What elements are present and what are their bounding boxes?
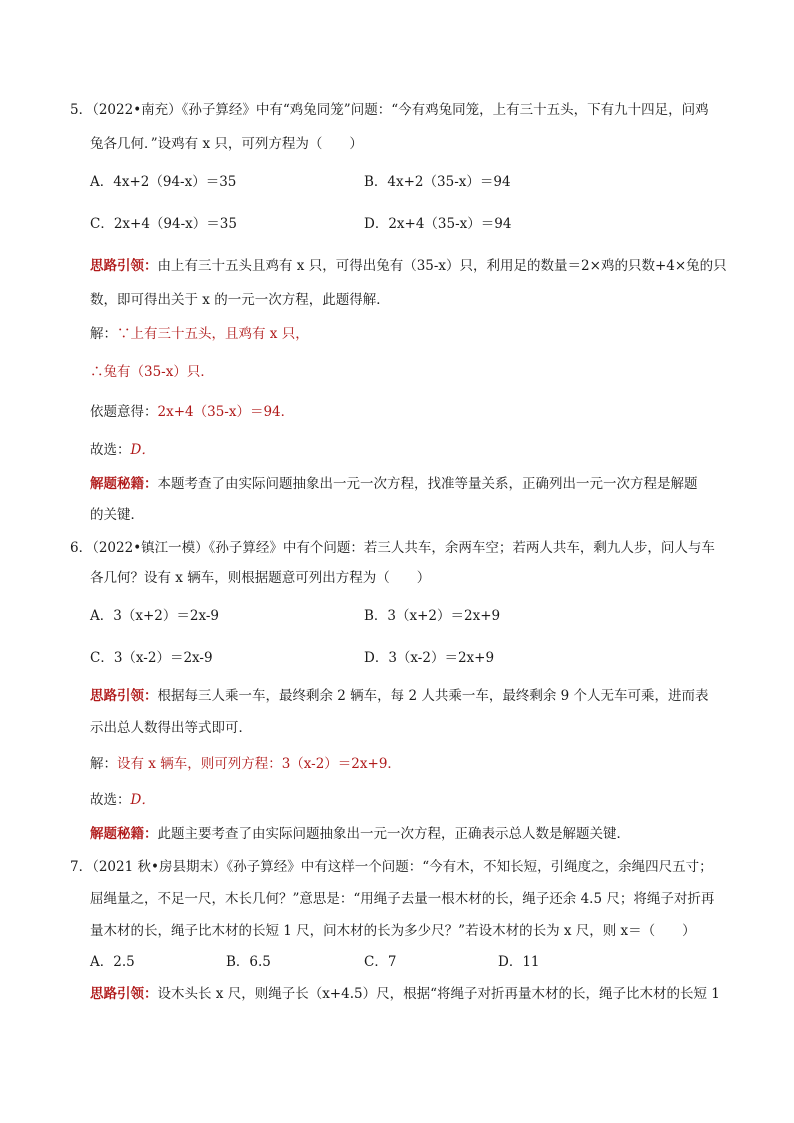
q6-key-label: 解题秘籍： [90, 826, 158, 842]
q5-hint-text1: 由上有三十五头且鸡有 x 只，可得出兔有（35-x）只，利用足的数量＝2×鸡的只数+4×兔的只 [157, 258, 727, 274]
q7-stem-line3: 量木材的长，绳子比木材的长短 1 尺，问木材的长为多少尺？”若设木材的长为 x 尺，则 x＝（ ） [90, 923, 696, 939]
q5-solution-text2: ∴兔有（35-x）只． [90, 364, 214, 380]
q7-option-d: D．11 [498, 954, 540, 970]
q6-option-c: C．3（x-2）＝2x-9 [90, 650, 213, 666]
q5-option-b: B．4x+2（35-x）＝94 [364, 174, 511, 190]
q7-option-c: C．7 [364, 954, 397, 970]
q6-choice-prefix: 故选： [90, 792, 131, 808]
q7-hint-label: 思路引领： [90, 986, 158, 1002]
q5-equation: 2x+4（35-x）＝94． [157, 404, 295, 420]
q7-option-b: B．6.5 [226, 954, 271, 970]
q6-hint-line2: 示出总人数得出等式即可． [90, 720, 252, 736]
q6-option-d: D．3（x-2）＝2x+9 [364, 650, 495, 666]
q5-solution-line3 [90, 402, 294, 422]
q5-option-d: D．2x+4（35-x）＝94 [364, 216, 512, 232]
q6-option-a: A．3（x+2）＝2x-9 [90, 608, 219, 624]
q5-key-line1 [90, 474, 698, 494]
q5-key-line2: 的关键． [90, 507, 144, 523]
q6-choice-answer: D． [130, 792, 155, 808]
q6-stem-line2: 各几何？设有 x 辆车，则根据题意可列出方程为（ ） [90, 570, 431, 586]
q5-key-text1: 本题考查了由实际问题抽象出一元一次方程，找准等量关系，正确列出一元一次方程是解题 [157, 476, 698, 492]
q5-key-label: 解题秘籍： [90, 476, 158, 492]
q5-solution-line2 [90, 362, 214, 382]
q6-solution-text1: 设有 x 辆车，则可列方程：3（x-2）＝2x+9． [117, 756, 401, 772]
q5-solution-prefix: 解： [90, 326, 117, 342]
q5-choice-line [90, 440, 155, 460]
q5-choice-answer: D． [130, 442, 155, 458]
q6-hint-text1: 根据每三人乘一车，最终剩余 2 辆车，每 2 人共乘一车，最终剩余 9 个人无车可乘，进而表 [157, 688, 709, 704]
q6-solution-prefix: 解： [90, 756, 117, 772]
q7-stem-line2: 屈绳量之，不足一尺，木长几何？”意思是：“用绳子去量一根木材的长，绳子还余 4.5 尺；将绳子对折再 [90, 891, 715, 907]
q7-hint-line1 [90, 984, 720, 1004]
q5-hint-label: 思路引领： [90, 258, 158, 274]
q5-equation-prefix: 依题意得： [90, 404, 158, 420]
q6-stem-line1: 6．（2022•镇江一模）《孙子算经》中有个问题：若三人共车，余两车空；若两人共车，剩九人步，问人与车 [70, 540, 715, 556]
q5-stem-line2: 兔各几何．”设鸡有 x 只，可列方程为（ ） [90, 136, 363, 152]
q6-choice-line [90, 790, 155, 810]
q5-option-a: A．4x+2（94-x）＝35 [90, 174, 237, 190]
q5-hint-line2: 数，即可得出关于 x 的一元一次方程，此题得解． [90, 292, 390, 308]
q6-hint-label: 思路引领： [90, 688, 158, 704]
q7-stem-line1: 7．（2021 秋•房县期末）《孙子算经》中有这样一个问题：“今有木，不知长短，引绳度之，余绳四尺五寸； [70, 859, 713, 875]
q6-option-b: B．3（x+2）＝2x+9 [364, 608, 501, 624]
q6-key-text1: 此题主要考查了由实际问题抽象出一元一次方程，正确表示总人数是解题关键． [157, 826, 630, 842]
q5-hint-line1 [90, 256, 727, 276]
q5-option-c: C．2x+4（94-x）＝35 [90, 216, 237, 232]
q7-hint-text1: 设木头长 x 尺，则绳子长（x+4.5）尺，根据“将绳子对折再量木材的长，绳子比木材的长短 1 [157, 986, 720, 1002]
q6-solution-line1 [90, 754, 401, 774]
q5-choice-prefix: 故选： [90, 442, 131, 458]
q6-key-line1 [90, 824, 630, 844]
q5-solution-text1: ∵上有三十五头，且鸡有 x 只， [117, 326, 309, 342]
q7-option-a: A．2.5 [90, 954, 135, 970]
q6-hint-line1 [90, 686, 709, 706]
q5-stem-line1: 5．（2022•南充）《孙子算经》中有“鸡兔同笼”问题：“今有鸡兔同笼，上有三十五头，下有九十四足，问鸡 [70, 102, 709, 118]
q5-solution-line1 [90, 324, 309, 344]
